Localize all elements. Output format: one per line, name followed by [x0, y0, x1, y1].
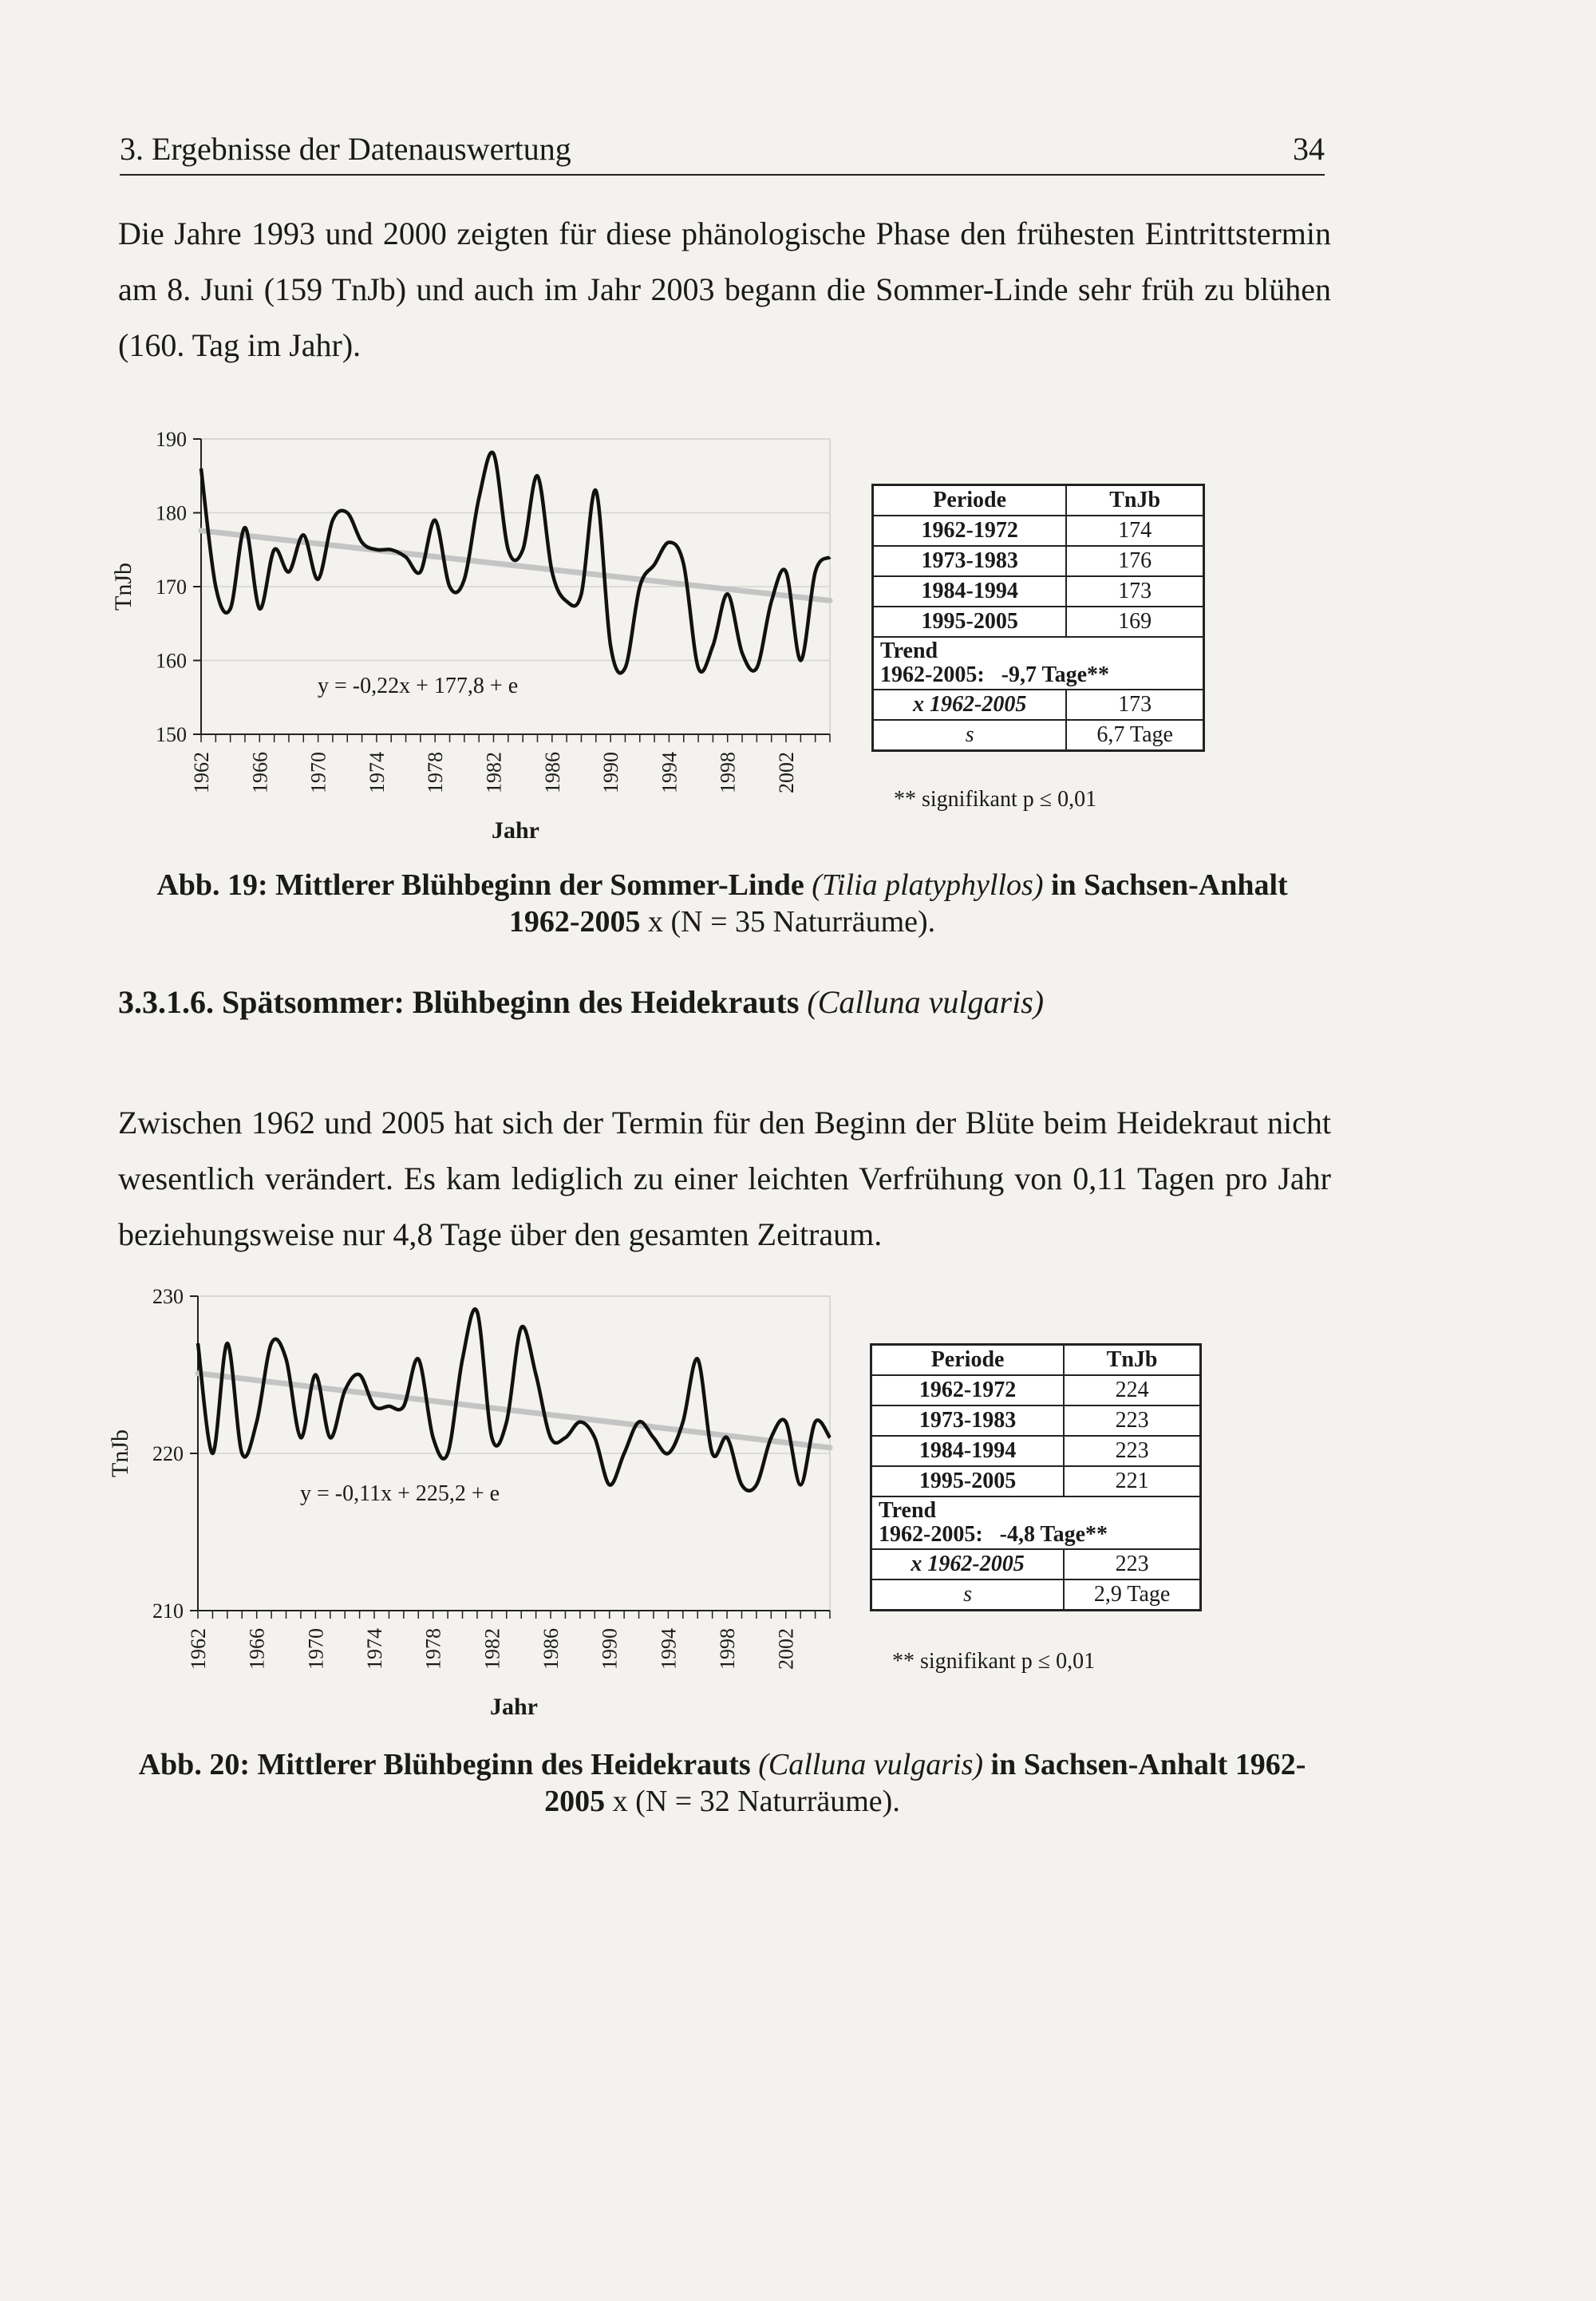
- data-point: [361, 541, 364, 544]
- col-header-periode: Periode: [873, 485, 1067, 516]
- data-point: [653, 563, 656, 566]
- page-number: 34: [1293, 131, 1325, 167]
- data-point: [433, 519, 437, 522]
- caption-1-italic: (Tilia platyphyllos): [812, 868, 1044, 902]
- x-tick-label: 1970: [306, 752, 330, 793]
- data-point: [214, 585, 217, 588]
- period-cell: 1962-1972: [871, 1375, 1065, 1406]
- data-point: [609, 644, 612, 647]
- data-point: [255, 1421, 259, 1424]
- data-point: [477, 496, 480, 500]
- data-point: [667, 541, 670, 544]
- data-point: [696, 1358, 699, 1361]
- data-point: [507, 548, 510, 552]
- data-point: [243, 526, 247, 529]
- data-point: [784, 1421, 788, 1424]
- y-tick-label: 150: [156, 723, 187, 746]
- x-tick-label: 2002: [775, 752, 799, 793]
- caption-2-italic: (Calluna vulgaris): [758, 1748, 984, 1781]
- value-cell: 169: [1066, 607, 1203, 637]
- period-cell: 1962-1972: [873, 516, 1067, 546]
- value-cell: 176: [1066, 546, 1203, 576]
- data-point: [814, 1421, 817, 1424]
- data-point: [595, 489, 598, 492]
- data-point: [769, 1436, 772, 1439]
- data-point: [755, 666, 758, 670]
- period-cell: 1973-1983: [873, 546, 1067, 576]
- page-header: [120, 128, 1325, 176]
- data-point: [405, 555, 408, 559]
- data-point: [299, 1436, 302, 1439]
- data-point: [697, 666, 700, 670]
- x-tick-label: 1998: [716, 752, 740, 793]
- stats-table-2: [870, 1343, 1202, 1611]
- data-point: [375, 548, 378, 552]
- y-tick-label: 220: [152, 1442, 184, 1465]
- data-point: [638, 1421, 641, 1424]
- data-point: [317, 578, 320, 581]
- data-point: [285, 1358, 288, 1361]
- data-point: [579, 1421, 582, 1424]
- y-tick-label: 190: [156, 428, 187, 451]
- data-point: [389, 548, 393, 552]
- data-point: [490, 1436, 493, 1439]
- trend-period: 1962-2005:: [879, 1522, 983, 1547]
- caption-1-bold2: in Sachsen-Anhalt 1962-2005: [508, 868, 1288, 939]
- data-point: [638, 585, 642, 588]
- y-axis-title: TnJb: [110, 563, 136, 611]
- data-point: [681, 1421, 685, 1424]
- data-point: [270, 1342, 273, 1345]
- x-tick-label: 2002: [774, 1628, 798, 1670]
- value-cell: 221: [1064, 1466, 1200, 1496]
- x-tick-label: 1982: [480, 1628, 504, 1670]
- data-point: [314, 1374, 317, 1377]
- data-point: [711, 1452, 714, 1455]
- data-point: [240, 1452, 243, 1455]
- data-point: [711, 644, 714, 647]
- paragraph-2: Zwischen 1962 und 2005 hat sich der Termin für den Beginn der Blüte beim Heidekraut nicht wesentlich verändert. Es kam lediglich zu einer leichten Verfrühung von 0,11 Tagen pro Jahr beziehungsweise nur 4,8 Tage über den gesamten Zeitraum.: [118, 1105, 1331, 1252]
- data-point: [725, 1436, 729, 1439]
- col-header-tnjb: TnJb: [1066, 485, 1203, 516]
- x-tick-label: 1966: [248, 752, 272, 793]
- x-tick-label: 1974: [363, 1628, 387, 1670]
- data-point: [448, 585, 452, 588]
- y-tick-label: 160: [156, 649, 187, 673]
- period-cell: 1984-1994: [873, 576, 1067, 607]
- x-tick-label: 1978: [421, 1628, 445, 1670]
- data-point: [519, 1326, 523, 1329]
- data-point: [476, 1311, 479, 1314]
- data-point: [652, 1436, 655, 1439]
- x-tick-label: 1986: [540, 752, 564, 793]
- data-point: [446, 1452, 449, 1455]
- mean-label: x 1962-2005: [873, 690, 1067, 720]
- trend-value: -4,8 Tage**: [999, 1522, 1108, 1547]
- data-point: [799, 1483, 802, 1486]
- data-point: [331, 519, 334, 522]
- data-point: [608, 1483, 611, 1486]
- series-line: [198, 1309, 830, 1491]
- trend-label: Trend: [879, 1498, 937, 1523]
- x-tick-label: 1994: [658, 752, 681, 793]
- y-axis-title: TnJb: [107, 1429, 133, 1477]
- x-tick-label: 1990: [599, 752, 623, 793]
- data-point: [302, 533, 305, 536]
- data-point: [828, 555, 832, 559]
- data-point: [551, 571, 554, 574]
- data-point: [287, 571, 290, 574]
- x-tick-label: 1978: [424, 752, 448, 793]
- s-value: 2,9 Tage: [1064, 1579, 1200, 1611]
- data-point: [784, 571, 788, 574]
- data-point: [211, 1452, 214, 1455]
- figure-2-caption: [128, 1746, 1317, 1820]
- data-point: [402, 1405, 405, 1408]
- data-point: [828, 1436, 832, 1439]
- stats-table-1: [871, 484, 1205, 752]
- section-heading: [118, 983, 1044, 1021]
- data-point: [799, 659, 802, 662]
- period-cell: 1995-2005: [871, 1466, 1065, 1496]
- x-tick-label: 1982: [482, 752, 506, 793]
- data-point: [229, 607, 232, 611]
- value-cell: 173: [1066, 576, 1203, 607]
- caption-2-bold: Abb. 20: Mittlerer Blühbeginn des Heidekrauts: [138, 1748, 751, 1781]
- period-cell: 1984-1994: [871, 1436, 1065, 1466]
- data-point: [258, 607, 261, 611]
- x-tick-label: 1962: [187, 1628, 210, 1670]
- data-point: [505, 1421, 508, 1424]
- trend-label: Trend: [880, 639, 938, 663]
- data-point: [593, 1436, 596, 1439]
- col-header-periode: Periode: [871, 1345, 1065, 1376]
- x-tick-label: 1990: [598, 1628, 622, 1670]
- caption-2-bold2: in Sachsen-Anhalt 1962-2005: [544, 1748, 1306, 1818]
- value-cell: 223: [1064, 1406, 1200, 1436]
- series-line: [201, 453, 830, 674]
- footnote-2: ** signifikant p ≤ 0,01: [892, 1649, 1096, 1674]
- data-point: [622, 1452, 626, 1455]
- caption-1-bold: Abb. 19: Mittlerer Blühbeginn der Sommer-Linde: [156, 868, 804, 902]
- y-tick-label: 210: [152, 1599, 184, 1623]
- data-point: [387, 1405, 390, 1408]
- x-tick-label: 1994: [657, 1628, 681, 1670]
- data-point: [814, 571, 817, 574]
- data-point: [492, 453, 496, 456]
- x-tick-label: 1966: [245, 1628, 269, 1670]
- x-tick-label: 1970: [304, 1628, 328, 1670]
- trend-cell: [871, 1496, 1201, 1549]
- data-point: [565, 600, 568, 603]
- caption-2-rest: x (N = 32 Naturräume).: [612, 1785, 900, 1818]
- data-point: [373, 1405, 376, 1408]
- y-tick-label: 230: [152, 1285, 184, 1308]
- data-point: [549, 1436, 552, 1439]
- period-cell: 1995-2005: [873, 607, 1067, 637]
- col-header-tnjb: TnJb: [1064, 1345, 1200, 1376]
- data-point: [463, 578, 466, 581]
- y-tick-label: 180: [156, 501, 187, 525]
- trend-cell: [873, 637, 1204, 690]
- mean-label: x 1962-2005: [871, 1549, 1065, 1579]
- data-point: [358, 1374, 361, 1377]
- x-tick-label: 1986: [539, 1628, 563, 1670]
- chart-2-svg: [104, 1277, 846, 1724]
- data-point: [623, 666, 626, 670]
- trend-equation: y = -0,11x + 225,2 + e: [300, 1481, 500, 1506]
- section-heading-text: 3.3.1.6. Spätsommer: Blühbeginn des Heidekrauts: [118, 984, 800, 1020]
- data-point: [521, 548, 524, 552]
- y-tick-label: 170: [156, 575, 187, 599]
- data-point: [419, 571, 422, 574]
- mean-value: 173: [1066, 690, 1203, 720]
- x-tick-label: 1998: [716, 1628, 740, 1670]
- footnote-1: ** signifikant p ≤ 0,01: [894, 787, 1097, 812]
- figure-1-caption: [128, 867, 1317, 940]
- data-point: [200, 467, 203, 470]
- data-point: [461, 1358, 464, 1361]
- value-cell: 174: [1066, 516, 1203, 546]
- x-axis-title: Jahr: [492, 817, 539, 838]
- trend-value: -9,7 Tage**: [1001, 662, 1110, 687]
- data-point: [535, 474, 539, 477]
- s-label: s: [873, 720, 1067, 751]
- running-head: 3. Ergebnisse der Datenauswertung: [120, 131, 571, 167]
- data-point: [329, 1436, 332, 1439]
- data-point: [273, 548, 276, 552]
- trend-period: 1962-2005:: [880, 662, 985, 687]
- chart-1: [104, 415, 846, 842]
- data-point: [535, 1374, 538, 1377]
- data-point: [666, 1452, 670, 1455]
- data-point: [740, 1483, 743, 1486]
- x-tick-label: 1974: [365, 752, 389, 793]
- data-point: [343, 1389, 346, 1392]
- period-cell: 1973-1983: [871, 1406, 1065, 1436]
- data-point: [741, 651, 744, 654]
- data-point: [563, 1436, 567, 1439]
- data-point: [226, 1342, 229, 1345]
- value-cell: 223: [1064, 1436, 1200, 1466]
- s-label: s: [871, 1579, 1065, 1611]
- section-heading-italic: (Calluna vulgaris): [807, 984, 1045, 1020]
- x-axis-title: Jahr: [490, 1694, 538, 1720]
- data-point: [196, 1342, 200, 1345]
- mean-value: 223: [1064, 1549, 1200, 1579]
- trend-line: [201, 531, 830, 601]
- x-tick-label: 1962: [190, 752, 213, 793]
- caption-1-rest: x (N = 35 Naturräume).: [648, 905, 936, 939]
- s-value: 6,7 Tage: [1066, 720, 1203, 751]
- paragraph-1: Die Jahre 1993 und 2000 zeigten für diese phänologische Phase den frühesten Eintrittstermin am 8. Juni (159 TnJb) und auch im Jahr 2003 begann die Sommer-Linde sehr früh zu blühen (160. Tag im Jahr).: [118, 215, 1331, 363]
- data-point: [770, 600, 773, 603]
- data-point: [755, 1483, 758, 1486]
- data-point: [682, 563, 685, 566]
- data-point: [726, 592, 729, 595]
- chart-2: [104, 1277, 846, 1728]
- data-point: [417, 1358, 420, 1361]
- data-point: [346, 512, 349, 515]
- trend-equation: y = -0,22x + 177,8 + e: [318, 674, 519, 698]
- chart-1-svg: [104, 415, 846, 838]
- data-point: [579, 592, 583, 595]
- value-cell: 224: [1064, 1375, 1200, 1406]
- data-point: [432, 1436, 435, 1439]
